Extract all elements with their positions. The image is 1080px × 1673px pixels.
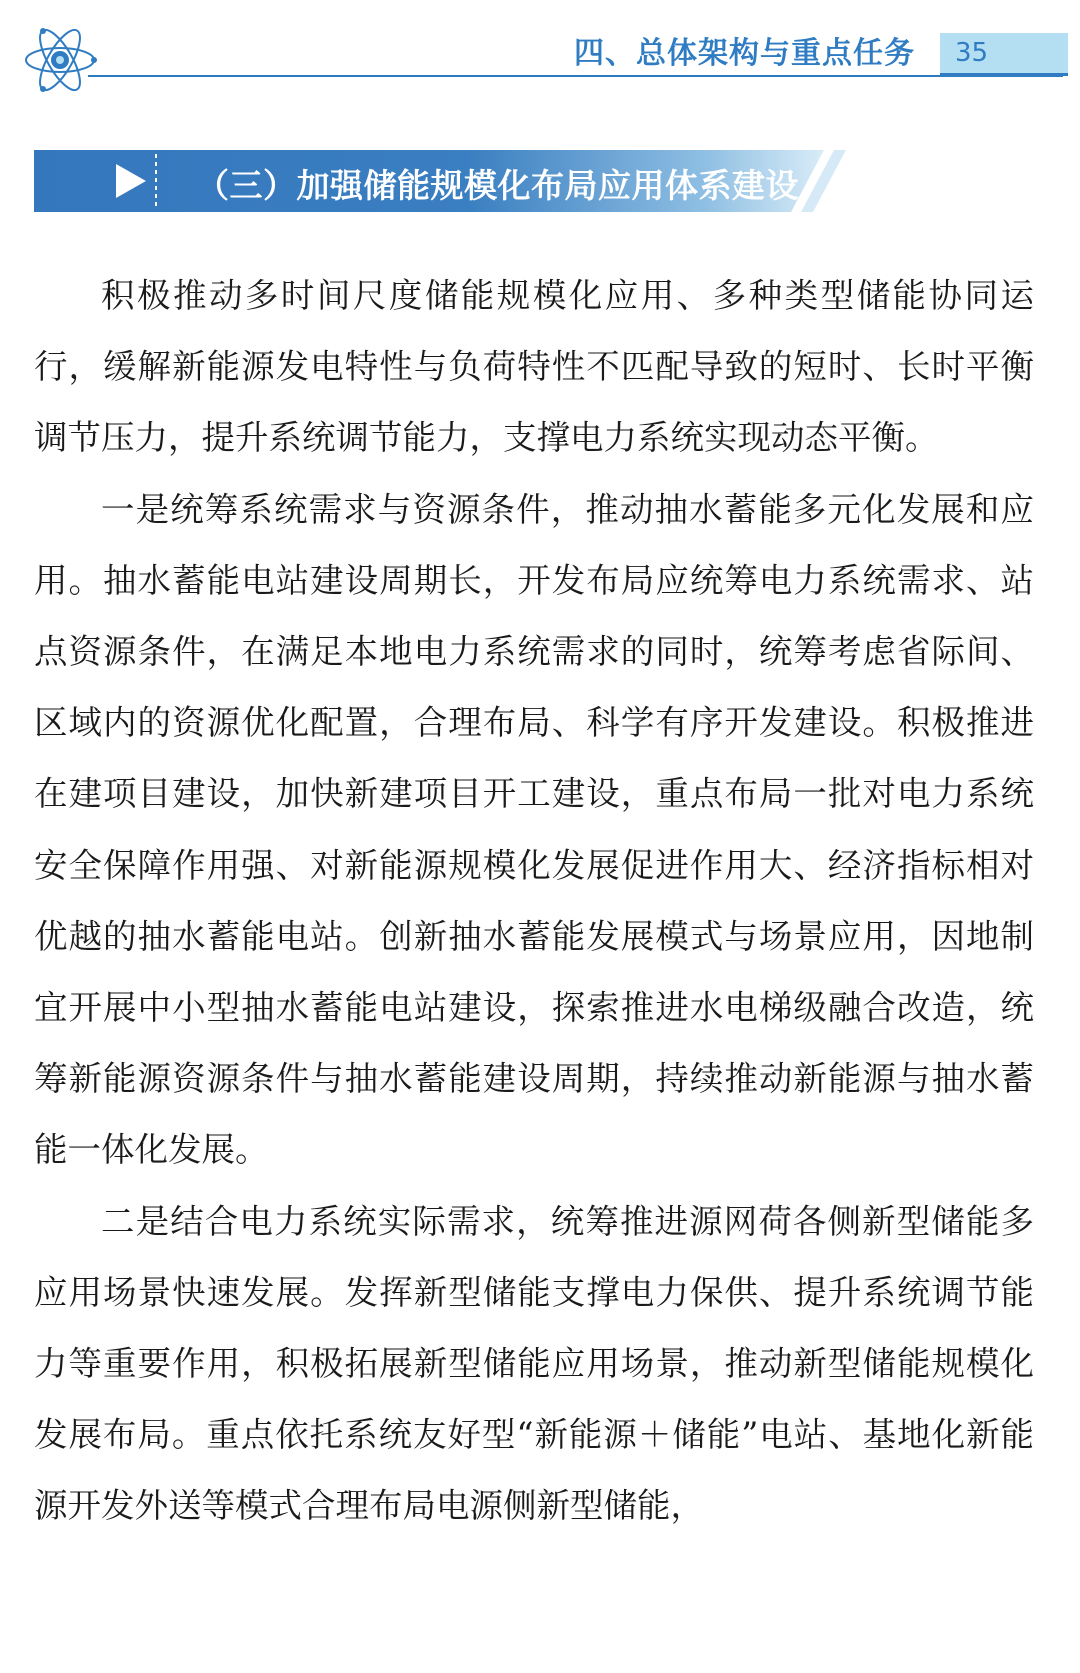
play-arrow-icon	[112, 162, 150, 200]
page-header	[0, 0, 1080, 110]
body-text	[34, 260, 1034, 1542]
chapter-title: 四、总体架构与重点任务	[574, 36, 915, 71]
page-number-box	[940, 33, 1068, 76]
paragraph-intro: 积极推动多时间尺度储能规模化应用、多种类型储能协同运行，缓解新能源发电特性与负荷特性不匹配导致的短时、长时平衡调节压力，提升系统调节能力，支撑电力系统实现动态平衡。	[34, 276, 1034, 458]
header-divider	[88, 75, 1063, 77]
page-number: 35	[955, 38, 989, 68]
section-title: （三）加强储能规模化布局应用体系建设	[196, 166, 799, 205]
atom-icon	[22, 22, 98, 98]
paragraph-pumped-storage: 一是统筹系统需求与资源条件，推动抽水蓄能多元化发展和应用。抽水蓄能电站建设周期长，开发布局应统筹电力系统需求、站点资源条件，在满足本地电力系统需求的同时，统筹考虑省际间、区域内的资源优化配置，合理布局、科学有序开发建设。积极推进在建项目建设，加快新建项目开工建设，重点布局一批对电力系统安全保障作用强、对新能源规模化发展促进作用大、经济指标相对优越的抽水蓄能电站。创新抽水蓄能发展模式与场景应用，因地制宜开展中小型抽水蓄能电站建设，探索推进水电梯级融合改造，统筹新能源资源条件与抽水蓄能建设周期，持续推动新能源与抽水蓄能一体化发展。	[34, 489, 1034, 1170]
paragraph-new-energy-storage: 二是结合电力系统实际需求，统筹推进源网荷各侧新型储能多应用场景快速发展。发挥新型储能支撑电力保供、提升系统调节能力等重要作用，积极拓展新型储能应用场景，推动新型储能规模化发展布局。重点依托系统友好型“新能源＋储能”电站、基地化新能源开发外送等模式合理布局电源侧新型储能，	[34, 1201, 1034, 1526]
section-banner	[34, 150, 879, 212]
